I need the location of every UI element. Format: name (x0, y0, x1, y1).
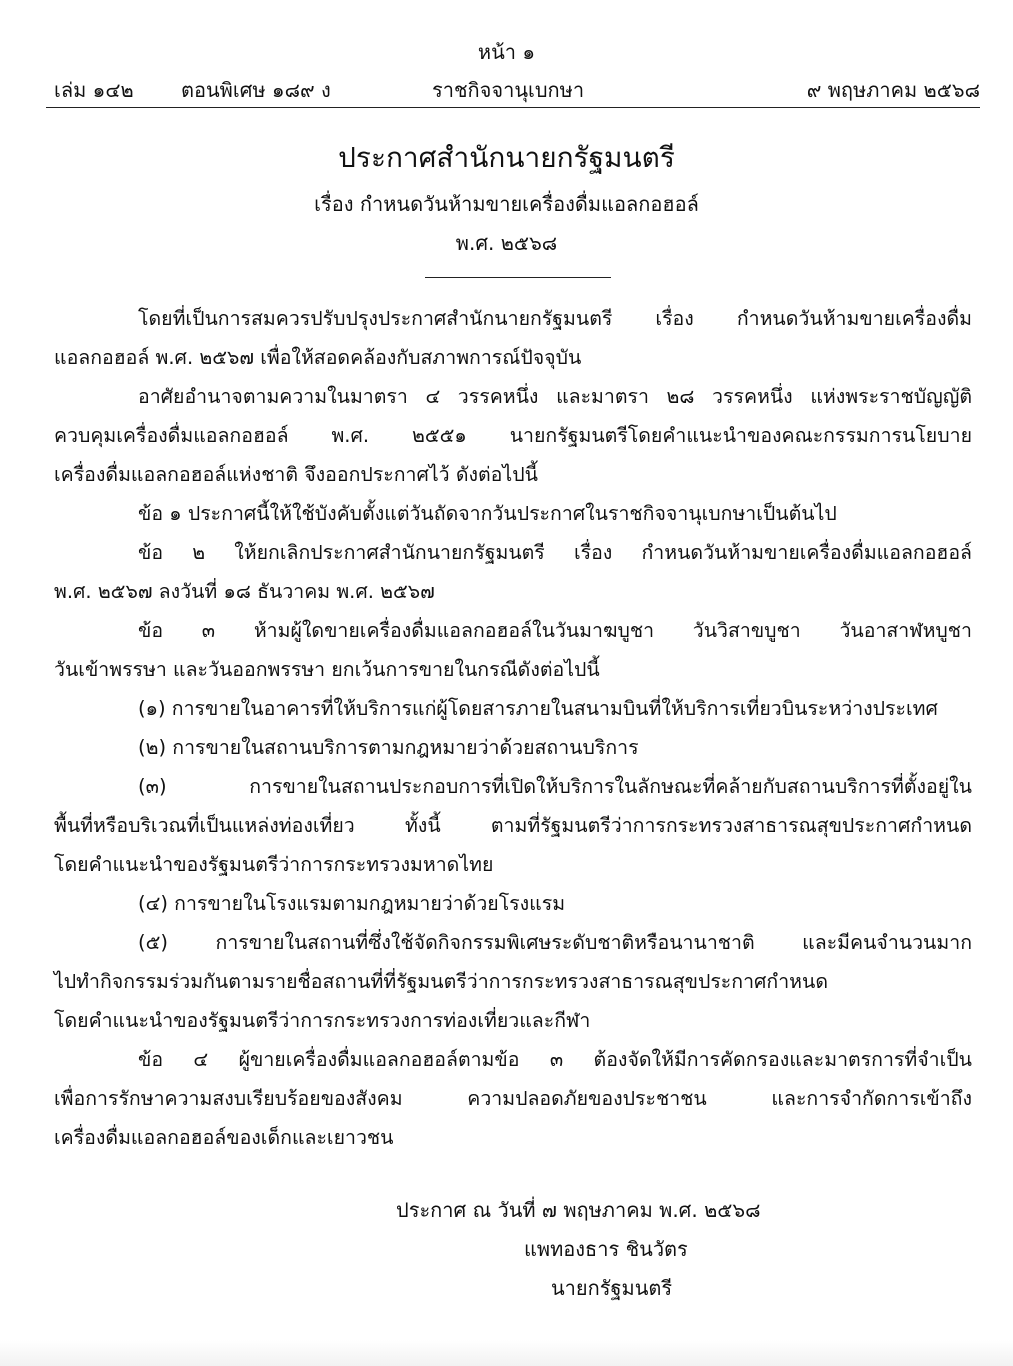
body-line: เพื่อการรักษาความสงบเรียบร้อยของสังคม ความปลอดภัยของประชาชน และการจำกัดการเข้าถึง (54, 1087, 972, 1110)
header-rule (46, 107, 980, 108)
page-number: หน้า ๑ (477, 40, 536, 64)
body-line: โดยที่เป็นการสมควรปรับปรุงประกาศสำนักนายกรัฐมนตรี เรื่อง กำหนดวันห้ามขายเครื่องดื่ม (138, 307, 972, 330)
body-line: ข้อ ๑ ประกาศนี้ให้ใช้บังคับตั้งแต่วันถัดจากวันประกาศในราชกิจจานุเบกษาเป็นต้นไป (138, 502, 837, 525)
signatory-name: แพทองธาร ชินวัตร (524, 1237, 688, 1261)
body-line: อาศัยอำนาจตามความในมาตรา ๔ วรรคหนึ่ง และมาตรา ๒๘ วรรคหนึ่ง แห่งพระราชบัญญัติ (138, 385, 972, 408)
signature-date: ประกาศ ณ วันที่ ๗ พฤษภาคม พ.ศ. ๒๕๖๘ (396, 1198, 761, 1222)
body-line: (๒) การขายในสถานบริการตามกฎหมายว่าด้วยสถานบริการ (138, 736, 639, 759)
volume-number: เล่ม ๑๔๒ (54, 78, 134, 102)
publication-date: ๙ พฤษภาคม ๒๕๖๘ (806, 78, 980, 102)
body-line: ข้อ ๒ ให้ยกเลิกประกาศสำนักนายกรัฐมนตรี เรื่อง กำหนดวันห้ามขายเครื่องดื่มแอลกอฮอล์ (138, 541, 972, 564)
body-line: แอลกอฮอล์ พ.ศ. ๒๕๖๗ เพื่อให้สอดคล้องกับสภาพการณ์ปัจจุบัน (54, 346, 582, 369)
body-line: โดยคำแนะนำของรัฐมนตรีว่าการกระทรวงมหาดไทย (54, 853, 494, 876)
announcement-year: พ.ศ. ๒๕๖๘ (455, 231, 558, 255)
body-line: โดยคำแนะนำของรัฐมนตรีว่าการกระทรวงการท่องเที่ยวและกีฬา (54, 1009, 591, 1032)
body-line: เครื่องดื่มแอลกอฮอล์ของเด็กและเยาวชน (54, 1126, 394, 1149)
body-line: (๔) การขายในโรงแรมตามกฎหมายว่าด้วยโรงแรม (138, 892, 566, 915)
title-rule (425, 277, 611, 278)
announcement-subject: เรื่อง กำหนดวันห้ามขายเครื่องดื่มแอลกอฮอล์ (314, 192, 699, 216)
gazette-name: ราชกิจจานุเบกษา (432, 78, 585, 102)
signatory-position: นายกรัฐมนตรี (551, 1276, 673, 1300)
body-line: พ.ศ. ๒๕๖๗ ลงวันที่ ๑๘ ธันวาคม พ.ศ. ๒๕๖๗ (54, 580, 435, 603)
announcement-title: ประกาศสำนักนายกรัฐมนตรี (338, 141, 675, 174)
body-line: เครื่องดื่มแอลกอฮอล์แห่งชาติ จึงออกประกาศไว้ ดังต่อไปนี้ (54, 463, 538, 486)
body-line: (๓) การขายในสถานประกอบการที่เปิดให้บริการในลักษณะที่คล้ายกับสถานบริการที่ตั้งอยู่ใน (138, 775, 972, 798)
body-line: วันเข้าพรรษา และวันออกพรรษา ยกเว้นการขายในกรณีดังต่อไปนี้ (54, 658, 600, 681)
issue-number: ตอนพิเศษ ๑๘๙ ง (181, 78, 331, 102)
body-line: ควบคุมเครื่องดื่มแอลกอฮอล์ พ.ศ. ๒๕๕๑ นายกรัฐมนตรีโดยคำแนะนำของคณะกรรมการนโยบาย (54, 424, 972, 447)
body-line: ไปทำกิจกรรมร่วมกันตามรายชื่อสถานที่ที่รัฐมนตรีว่าการกระทรวงสาธารณสุขประกาศกำหนด (54, 970, 829, 993)
body-line: พื้นที่หรือบริเวณที่เป็นแหล่งท่องเที่ยว ทั้งนี้ ตามที่รัฐมนตรีว่าการกระทรวงสาธารณสุขประกาศกำหนด (54, 814, 972, 837)
body-line: ข้อ ๔ ผู้ขายเครื่องดื่มแอลกอฮอล์ตามข้อ ๓ ต้องจัดให้มีการคัดกรองและมาตรการที่จำเป็น (138, 1048, 972, 1071)
gazette-header (54, 74, 980, 104)
page-bottom-shade (0, 1340, 1013, 1366)
body-line: (๕) การขายในสถานที่ซึ่งใช้จัดกิจกรรมพิเศษระดับชาติหรือนานาชาติ และมีคนจำนวนมาก (138, 931, 972, 954)
body-line: ข้อ ๓ ห้ามผู้ใดขายเครื่องดื่มแอลกอฮอล์ในวันมาฆบูชา วันวิสาขบูชา วันอาสาฬหบูชา (138, 619, 972, 642)
body-line: (๑) การขายในอาคารที่ให้บริการแก่ผู้โดยสารภายในสนามบินที่ให้บริการเที่ยวบินระหว่างประเทศ (138, 697, 938, 720)
